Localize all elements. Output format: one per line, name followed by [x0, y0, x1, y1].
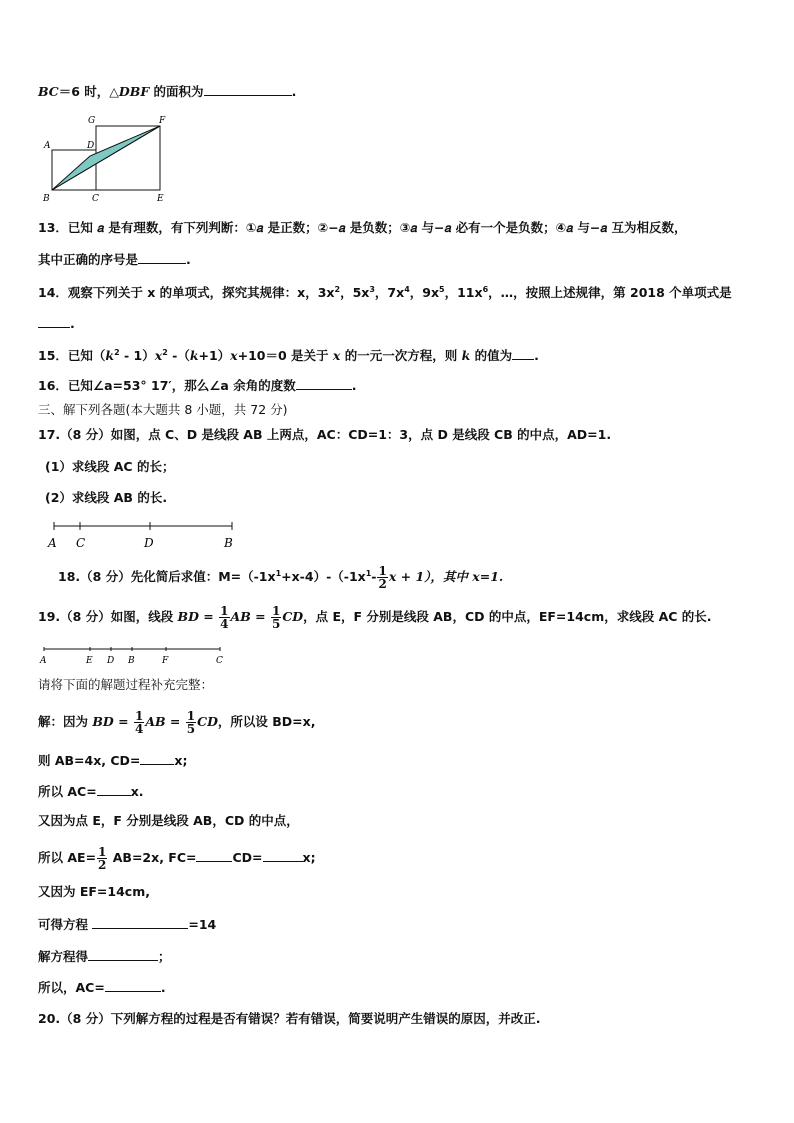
q12-label-g: G [88, 116, 96, 126]
q19-bd: BD [177, 609, 199, 624]
q18-c: - [371, 569, 377, 585]
q18-text [58, 565, 764, 590]
sol-frac1-num: 1 [134, 709, 144, 723]
sol-eq1: = [113, 714, 133, 729]
sol-line7 [38, 914, 764, 934]
q19-frac1 [219, 605, 229, 630]
q17-label-a: A [48, 536, 57, 550]
q19-label-a: A [40, 656, 47, 666]
q16-answer-blank[interactable] [296, 375, 352, 390]
q18-s2: 1 [365, 569, 372, 578]
sol-l9a: 所以，AC= [38, 980, 105, 995]
sol-fc-blank[interactable] [196, 847, 232, 862]
q15-k3: k [461, 348, 471, 364]
sol-frac2-num: 1 [186, 709, 196, 723]
sol-l8a: 解方程得 [38, 949, 89, 964]
q13-line1: 13．已知 𝑎 是有理数，有下列判断：①𝑎 是正数；②−𝑎 是负数；③𝑎 与−𝑎 必有一个是负数；④𝑎 与−𝑎 互为相反数， [38, 220, 687, 235]
sol-ab: AB [145, 714, 166, 729]
q17-label-b: B [224, 536, 233, 550]
q13-line2-text: 其中正确的序号是 [38, 252, 139, 267]
q18-fraction [377, 565, 387, 590]
q15-x2: x [230, 348, 238, 364]
sol-frac1 [134, 710, 144, 735]
q19-frac2-den: 5 [271, 617, 281, 631]
sol-line5 [38, 846, 764, 871]
q12-label-f: F [159, 116, 166, 126]
sol-solution-blank[interactable] [88, 946, 158, 961]
sol-l2b: x; [174, 753, 188, 768]
q14-s3: 3 [369, 285, 375, 294]
sol-frac2-den: 5 [186, 722, 196, 736]
q12-bc: BC [38, 84, 59, 99]
q18-a: 18.（8 分）先化简后求值：M=（-1x [58, 569, 276, 585]
sol-l7b: =14 [188, 917, 217, 932]
sol-cd: CD [197, 714, 218, 729]
q12-text [38, 81, 764, 101]
q12-label-b: B [43, 194, 50, 204]
sol-l5a: 所以 AE= [38, 850, 97, 865]
q14-line2 [38, 313, 764, 333]
q14-line1 [38, 281, 764, 302]
q15-sq: 2 [114, 348, 120, 357]
q14-c: ，7x [374, 285, 405, 301]
q19-segment-figure [36, 642, 236, 668]
q19-frac2 [271, 605, 281, 630]
q19-cd: CD [282, 609, 304, 624]
sol-l2a: 则 AB=4x, CD= [38, 753, 141, 768]
q16-text [38, 375, 764, 395]
q18-frac-num: 1 [378, 564, 387, 579]
sol-l3b: x. [130, 784, 144, 799]
q19-label-b: B [128, 656, 135, 666]
q15-b: - 1） [119, 348, 155, 364]
q13-line2 [38, 249, 764, 269]
q19-eq1: = [198, 609, 219, 624]
sol-line2 [38, 750, 764, 770]
sol-l1b: ，所以设 BD=x, [217, 714, 316, 729]
q15-x3: x [332, 348, 341, 364]
sol-frac1-den: 4 [134, 722, 144, 736]
q17-label-c: C [76, 536, 86, 550]
sol-line6: 又因为 EF=14cm, [38, 884, 150, 899]
q15-f: 的一元一次方程，则 [340, 348, 462, 364]
sol-ac-blank[interactable] [97, 781, 131, 796]
q14-s2: 2 [334, 285, 341, 294]
q19-a: 19.（8 分）如图，线段 [38, 609, 178, 624]
sol-cd-blank-2[interactable] [263, 847, 303, 862]
q13-period: . [186, 252, 191, 267]
q18-s1: 1 [275, 569, 282, 578]
q17-label-d: D [144, 536, 154, 550]
q17-part1: (1）求线段 AC 的长； [45, 459, 175, 474]
sol-l5c: CD= [232, 850, 263, 865]
sol-half-den: 2 [98, 858, 107, 872]
q14-f: ，…，按照上述规律，第 2018 个单项式是 [488, 285, 732, 301]
q15-sq2: 2 [162, 348, 168, 357]
q19-eq2: = [250, 609, 270, 624]
q14-period: . [70, 316, 75, 331]
q15-g: 的值为 [470, 348, 513, 364]
sol-equation-blank[interactable] [92, 914, 188, 929]
q19-ab: AB [230, 609, 251, 624]
q12-t2: ＝6 时，△ [58, 84, 119, 99]
q14-a: 14．观察下列关于 x 的单项式，探究其规律：x，3x [38, 285, 335, 301]
q12-label-d: D [87, 141, 95, 151]
q15-d: +1） [198, 348, 231, 364]
q12-segment-bf [52, 126, 160, 190]
q12-dbf: DBF [118, 84, 150, 99]
sol-bd: BD [92, 714, 114, 729]
q19-text [38, 605, 764, 630]
q15-e: +10＝0 是关于 [237, 348, 333, 364]
sol-line9 [38, 977, 764, 997]
q19-b: ，点 E，F 分别是线段 AB，CD 的中点，EF=14cm，求线段 AC 的长. [303, 609, 712, 624]
q18-frac-den: 2 [378, 577, 387, 592]
sol-half-frac [97, 846, 107, 871]
q16-a: 16．已知∠a=53° 17′，那么∠a 余角的度数 [38, 378, 296, 393]
q19-label-f: F [162, 656, 169, 666]
q15-answer-blank[interactable] [512, 345, 534, 360]
q20-text: 20.（8 分）下列解方程的过程是否有错误？若有错误，简要说明产生错误的原因，并改正. [38, 1011, 541, 1026]
sol-l1a: 解：因为 [38, 714, 93, 729]
q15-a: 15．已知（ [38, 348, 106, 364]
q17-head: 17.（8 分）如图，点 C、D 是线段 AB 上两点，AC：CD=1：3，点 D 是线段 CB 的中点，AD=1. [38, 427, 612, 442]
sol-eq2: = [165, 714, 185, 729]
sol-frac2 [186, 710, 196, 735]
q15-c: -（ [167, 348, 190, 364]
section-3-heading: 三、解下列各题(本大题共 8 小题，共 72 分) [38, 402, 288, 417]
q13-answer-blank[interactable] [138, 249, 186, 264]
q12-figure [38, 110, 178, 205]
q17-part2: (2）求线段 AB 的长. [45, 490, 168, 505]
sol-line3 [38, 781, 764, 801]
q12-label-e: E [157, 194, 164, 204]
sol-l3a: 所以 AC= [38, 784, 97, 799]
sol-intro: 请将下面的解题过程补充完整： [38, 677, 214, 692]
sol-final-ac-blank[interactable] [105, 977, 161, 992]
q15-x: x [154, 348, 163, 364]
sol-line8 [38, 946, 764, 966]
q15-k2: k [105, 348, 115, 364]
q18-b: +x-4）-（-1x [281, 569, 366, 585]
q19-label-c: C [216, 656, 223, 666]
q19-label-e: E [86, 656, 93, 666]
q19-frac1-den: 4 [220, 617, 229, 631]
sol-line4: 又因为点 E，F 分别是线段 AB，CD 的中点， [38, 813, 299, 828]
q19-label-d: D [107, 656, 115, 666]
sol-l7a: 可得方程 [38, 917, 93, 932]
q15-text [38, 344, 764, 365]
q15-period: . [534, 348, 539, 364]
sol-cd-blank[interactable] [140, 750, 174, 765]
q14-s6: 6 [482, 285, 489, 294]
q18-e: x + 1），其中 x=1. [388, 569, 504, 585]
q14-e: ，11x [444, 285, 483, 301]
q14-s4: 4 [404, 285, 410, 294]
sol-l9b: . [160, 980, 166, 995]
q12-label-c: C [92, 194, 99, 204]
q19-frac2-num: 1 [271, 604, 281, 618]
sol-line1 [38, 710, 764, 735]
q14-b: ，5x [340, 285, 370, 301]
q17-segment-figure [42, 518, 242, 552]
q12-label-a: A [44, 141, 51, 151]
sol-l8b: ； [158, 949, 171, 964]
sol-half-num: 1 [98, 845, 107, 859]
q14-d: ，9x [409, 285, 440, 301]
q12-period: . [291, 84, 297, 99]
q14-s5: 5 [439, 285, 445, 294]
q19-frac1-num: 1 [220, 604, 229, 618]
q12-t4: 的面积为 [149, 84, 204, 99]
q16-period: . [351, 378, 357, 393]
sol-l5e: x; [302, 850, 316, 865]
q12-answer-blank[interactable] [204, 81, 292, 96]
q15-k: k [189, 348, 199, 364]
sol-l5b: AB=2x, FC= [108, 850, 197, 865]
q14-answer-blank[interactable] [38, 313, 70, 328]
